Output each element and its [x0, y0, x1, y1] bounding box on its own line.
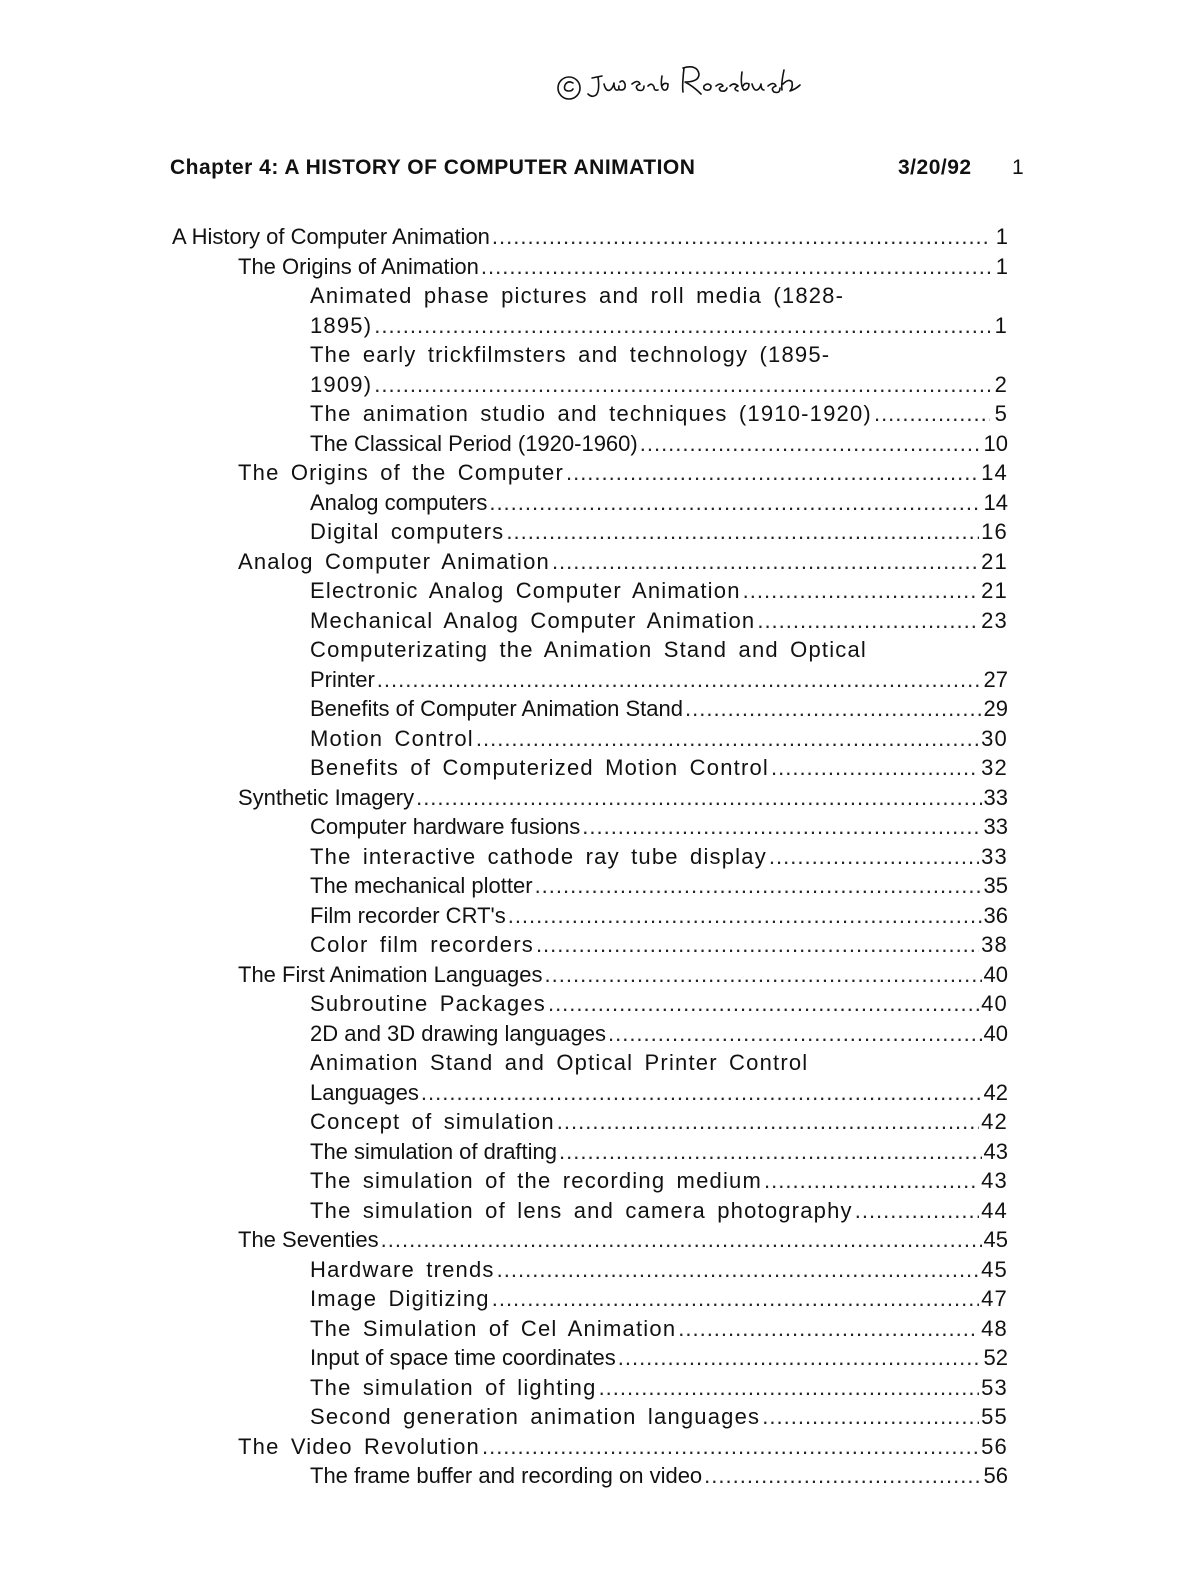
toc-leader-dots: [874, 399, 990, 429]
toc-leader-dots: [640, 429, 982, 459]
toc-entry-label: The First Animation Languages: [238, 961, 543, 987]
toc-entry-page: 1: [995, 253, 1008, 279]
toc-leader-dots: [685, 694, 982, 724]
toc-entry-label: Analog Computer Animation: [238, 548, 550, 574]
toc-entry-page: 47: [981, 1286, 1008, 1311]
toc-entry: [310, 812, 1008, 842]
toc-entry-label: Analog computers: [310, 489, 488, 515]
toc-entry-page: 1: [994, 312, 1008, 338]
toc-leader-dots: [582, 812, 981, 842]
toc-leader-dots: [771, 753, 979, 783]
toc-entry: [310, 429, 1008, 459]
toc-entry: [310, 340, 1008, 370]
toc-entry-label: 1909): [310, 371, 373, 397]
toc-leader-dots: [704, 1461, 981, 1491]
header-page-number: 1: [1012, 156, 1025, 179]
toc-entry-label: The mechanical plotter: [310, 873, 533, 898]
toc-leader-dots: [618, 1343, 982, 1373]
toc-entry: [310, 665, 1008, 695]
toc-entry-page: 43: [981, 1168, 1008, 1193]
toc-leader-dots: [416, 783, 981, 813]
toc-entry: [310, 311, 1008, 341]
toc-leader-dots: [377, 665, 982, 695]
toc-entry-label: Second generation animation languages: [310, 1404, 761, 1429]
toc-entry: [310, 724, 1008, 754]
toc-leader-dots: [855, 1196, 979, 1226]
toc-entry: [310, 1314, 1008, 1344]
toc-leader-dots: [764, 1166, 979, 1196]
toc-leader-dots: [421, 1078, 982, 1108]
toc-entry-label: The interactive cathode ray tube display: [310, 843, 767, 869]
toc-entry-page: 2: [994, 371, 1008, 397]
toc-entry-page: 40: [981, 991, 1008, 1016]
toc-entry: [310, 842, 1008, 872]
toc-entry-label: Printer: [310, 666, 375, 692]
toc-entry-page: 44: [981, 1197, 1008, 1223]
toc-entry-label: The Origins of Animation: [238, 253, 479, 279]
toc-leader-dots: [374, 311, 990, 341]
toc-entry-label: Synthetic Imagery: [238, 784, 415, 810]
toc-entry: [238, 458, 1008, 488]
toc-entry: [310, 1107, 1008, 1137]
toc-entry-label: Input of space time coordinates: [310, 1345, 616, 1370]
toc-entry: [310, 1019, 1008, 1049]
toc-entry: [310, 1078, 1008, 1108]
toc-entry: [310, 576, 1008, 606]
toc-entry-label: 2D and 3D drawing languages: [310, 1020, 606, 1046]
toc-entry-label: The simulation of lighting: [310, 1374, 597, 1400]
toc-entry: [310, 694, 1008, 724]
toc-entry-label: The Video Revolution: [238, 1433, 480, 1459]
toc-entry-label: Digital computers: [310, 519, 505, 544]
toc-leader-dots: [608, 1019, 982, 1049]
toc-entry: [238, 783, 1008, 813]
toc-entry-page: 45: [983, 1227, 1008, 1252]
toc-entry-label: The Seventies: [238, 1227, 379, 1252]
toc-entry-label: Computer hardware fusions: [310, 814, 581, 839]
page-header: [170, 156, 1030, 186]
toc-entry: [310, 1343, 1008, 1373]
toc-entry: [310, 1196, 1008, 1226]
toc-entry-label: The early trickfilmsters and technology (1895-: [310, 342, 831, 367]
toc-entry-page: 29: [983, 696, 1008, 721]
toc-entry: [238, 960, 1008, 990]
toc-entry-page: 5: [994, 401, 1008, 426]
toc-entry-label: Mechanical Analog Computer Animation: [310, 607, 756, 633]
toc-leader-dots: [536, 930, 979, 960]
toc-entry: [310, 930, 1008, 960]
toc-entry-label: The frame buffer and recording on video: [310, 1463, 703, 1488]
toc-entry-page: 14: [983, 489, 1008, 515]
toc-entry: [172, 222, 1008, 252]
toc-leader-dots: [535, 871, 982, 901]
toc-entry-page: 1: [995, 224, 1008, 249]
toc-entry-page: 16: [981, 519, 1008, 544]
toc-entry-label: The Simulation of Cel Animation: [310, 1315, 677, 1341]
toc-leader-dots: [599, 1373, 980, 1403]
toc-entry-page: 48: [981, 1315, 1008, 1341]
toc-leader-dots: [769, 842, 979, 872]
toc-entry-page: 30: [981, 725, 1008, 751]
toc-leader-dots: [374, 370, 990, 400]
toc-leader-dots: [489, 488, 981, 518]
toc-entry-label: The Classical Period (1920-1960): [310, 430, 638, 456]
toc-entry-page: 42: [983, 1079, 1008, 1105]
toc-entry-page: 21: [981, 578, 1008, 603]
toc-leader-dots: [762, 1402, 979, 1432]
toc-entry-label: A History of Computer Animation: [172, 224, 490, 249]
toc-entry: [310, 1137, 1008, 1167]
toc-entry: [310, 901, 1008, 931]
header-date: 3/20/92: [898, 156, 972, 179]
toc-entry-page: 43: [983, 1138, 1008, 1164]
toc-leader-dots: [743, 576, 979, 606]
toc-entry-page: 36: [983, 902, 1008, 928]
toc-entry: [310, 281, 1008, 311]
toc-leader-dots: [678, 1314, 979, 1344]
toc-entry: [310, 871, 1008, 901]
toc-entry-label: The simulation of lens and camera photography: [310, 1197, 853, 1223]
toc-entry: [310, 606, 1008, 636]
toc-entry: [310, 370, 1008, 400]
toc-leader-dots: [545, 960, 982, 990]
toc-entry: [238, 1225, 1008, 1255]
toc-entry-page: 14: [981, 460, 1008, 485]
toc-leader-dots: [506, 517, 979, 547]
toc-leader-dots: [559, 1137, 981, 1167]
toc-entry-page: 35: [983, 873, 1008, 898]
toc-leader-dots: [548, 989, 979, 1019]
toc-entry-label: Computerizating the Animation Stand and Optical: [310, 637, 868, 662]
toc-leader-dots: [508, 901, 982, 931]
toc-entry: [310, 1373, 1008, 1403]
toc-entry-page: 21: [981, 548, 1008, 574]
toc-entry: [310, 989, 1008, 1019]
toc-entry-page: 23: [981, 607, 1008, 633]
toc-leader-dots: [566, 458, 979, 488]
toc-entry-label: Animated phase pictures and roll media (1828-: [310, 283, 845, 308]
toc-leader-dots: [557, 1107, 979, 1137]
toc-entry: [310, 1048, 1008, 1078]
toc-entry: [310, 488, 1008, 518]
toc-entry-page: 56: [983, 1463, 1008, 1488]
toc-entry-label: Image Digitizing: [310, 1286, 490, 1311]
toc-entry-page: 42: [981, 1109, 1008, 1134]
toc-entry: [310, 1255, 1008, 1285]
toc-entry-label: Benefits of Computerized Motion Control: [310, 755, 769, 780]
toc-entry-label: Hardware trends: [310, 1256, 495, 1282]
toc-entry-label: The animation studio and techniques (1910-1920): [310, 401, 872, 426]
toc-leader-dots: [757, 606, 979, 636]
toc-entry: [310, 1166, 1008, 1196]
toc-entry-label: The Origins of the Computer: [238, 460, 564, 485]
toc-entry-page: 33: [983, 784, 1008, 810]
toc-entry-page: 56: [981, 1433, 1008, 1459]
toc-entry-page: 27: [983, 666, 1008, 692]
toc-entry: [310, 399, 1008, 429]
toc-entry: [310, 635, 1008, 665]
toc-leader-dots: [482, 1432, 979, 1462]
toc-leader-dots: [492, 1284, 979, 1314]
chapter-title: Chapter 4: A HISTORY OF COMPUTER ANIMATION: [170, 156, 696, 179]
toc-entry-page: 40: [983, 1020, 1008, 1046]
toc-leader-dots: [552, 547, 979, 577]
toc-leader-dots: [381, 1225, 982, 1255]
toc-entry-label: Film recorder CRT's: [310, 902, 506, 928]
toc-entry-label: Subroutine Packages: [310, 991, 546, 1016]
toc-entry-page: 33: [981, 843, 1008, 869]
toc-entry-label: Motion Control: [310, 725, 474, 751]
toc-entry: [310, 1461, 1008, 1491]
toc-entry-page: 40: [983, 961, 1008, 987]
toc-entry: [238, 252, 1008, 282]
toc-entry-page: 55: [981, 1404, 1008, 1429]
toc-entry-page: 52: [983, 1345, 1008, 1370]
toc-entry: [310, 1284, 1008, 1314]
toc-entry: [310, 753, 1008, 783]
toc-entry-page: 53: [981, 1374, 1008, 1400]
toc-entry: [310, 517, 1008, 547]
toc-entry-label: Concept of simulation: [310, 1109, 555, 1134]
toc-entry-page: 10: [983, 430, 1008, 456]
toc-entry-label: Languages: [310, 1079, 419, 1105]
toc-entry-label: The simulation of drafting: [310, 1138, 558, 1164]
toc-leader-dots: [481, 252, 990, 282]
toc-entry-page: 32: [981, 755, 1008, 780]
toc-entry-page: 33: [983, 814, 1008, 839]
toc-entry: [238, 1432, 1008, 1462]
table-of-contents: [168, 222, 1008, 1491]
signature-drawing: [552, 48, 852, 108]
toc-entry: [310, 1402, 1008, 1432]
toc-entry: [238, 547, 1008, 577]
toc-leader-dots: [497, 1255, 979, 1285]
toc-entry-label: 1895): [310, 312, 373, 338]
toc-leader-dots: [492, 222, 990, 252]
toc-entry-page: 38: [981, 932, 1008, 957]
toc-entry-page: 45: [981, 1256, 1008, 1282]
handwritten-signature: [552, 48, 852, 108]
toc-entry-label: Electronic Analog Computer Animation: [310, 578, 741, 603]
toc-leader-dots: [476, 724, 979, 754]
toc-entry-label: Benefits of Computer Animation Stand: [310, 696, 683, 721]
toc-entry-label: Color film recorders: [310, 932, 534, 957]
toc-entry-label: Animation Stand and Optical Printer Control: [310, 1050, 809, 1075]
toc-entry-label: The simulation of the recording medium: [310, 1168, 763, 1193]
